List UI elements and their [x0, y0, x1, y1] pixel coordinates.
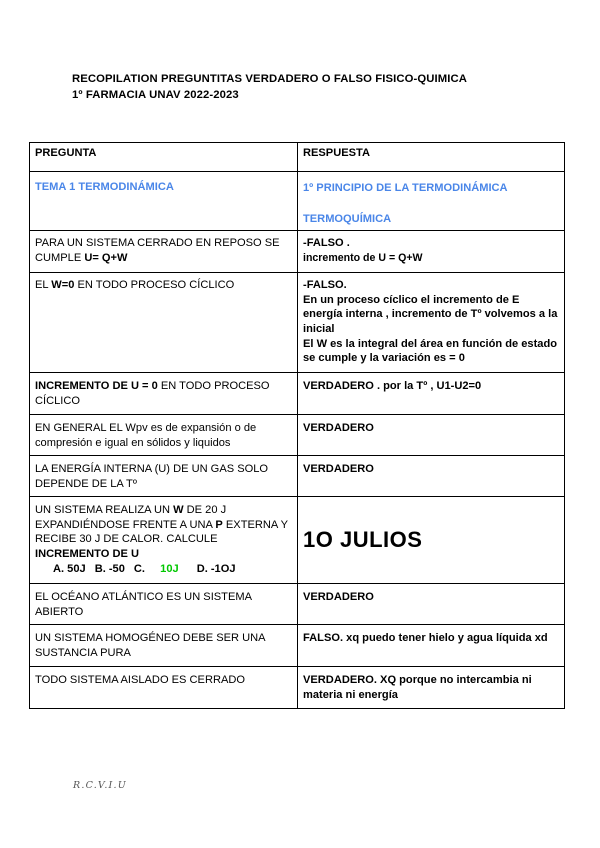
table-row	[30, 273, 565, 373]
answer-cell	[298, 667, 565, 709]
table-row	[30, 584, 565, 625]
topic-subtitle-thermochemistry: TERMOQUÍMICA	[303, 212, 392, 225]
question-term-pressure: P	[215, 518, 223, 531]
answer-cell	[298, 497, 565, 584]
answer-cell	[298, 456, 565, 497]
answer-cell	[298, 231, 565, 273]
option-c	[134, 563, 188, 575]
answer-explanation: incremento de U = Q+W	[303, 251, 423, 264]
table-row	[30, 497, 565, 584]
question-formula: INCREMENTO DE U = 0	[35, 380, 158, 393]
question-text-part: DE 20 J EXPANDIÉNDOSE FRENTE A UNA	[35, 504, 227, 531]
option-b: B. -50	[94, 562, 125, 575]
answer-explanation: En un proceso cíclico el incremento de E energía interna , incremento de Tº volvemos a la inicial	[303, 293, 558, 335]
table-row	[30, 625, 565, 667]
topic-subtitle-principle: 1º PRINCIPIO DE LA TERMODINÁMICA	[303, 182, 508, 194]
table-row	[30, 415, 565, 456]
table-row	[30, 667, 565, 709]
question-text: TODO SISTEMA AISLADO ES CERRADO	[35, 674, 246, 687]
question-cell	[30, 373, 298, 415]
document-subtitle: 1º FARMACIA UNAV 2022-2023	[72, 89, 239, 101]
question-formula: W=0	[51, 279, 75, 292]
table-row	[30, 456, 565, 497]
answer-cell	[298, 373, 565, 415]
answer-cell	[298, 415, 565, 456]
question-cell	[30, 625, 298, 667]
topic-row	[30, 172, 565, 231]
table-row	[30, 231, 565, 273]
question-cell	[30, 497, 298, 584]
question-cell	[30, 273, 298, 373]
question-term-work: W	[173, 504, 184, 517]
question-cell	[30, 667, 298, 709]
answer-cell	[298, 273, 565, 373]
question-term-energy: INCREMENTO DE U	[35, 547, 139, 560]
column-header-answer: RESPUESTA	[298, 143, 565, 172]
answer-verdict: VERDADERO . por la Tº , U1-U2=0	[303, 380, 482, 393]
table-header-row	[30, 143, 565, 172]
question-text: EL OCÉANO ATLÁNTICO ES UN SISTEMA ABIERTO	[35, 591, 252, 618]
question-text: LA ENERGÍA INTERNA (U) DE UN GAS SOLO DEPENDE DE LA Tº	[35, 463, 269, 490]
question-text: EN TODO PROCESO CÍCLICO	[35, 380, 270, 407]
option-c-letter: C.	[133, 562, 145, 575]
answer-verdict: VERDADERO	[303, 422, 374, 435]
table-row	[30, 373, 565, 415]
author-signature: R.C.V.I.U	[73, 780, 127, 791]
column-header-question: PREGUNTA	[30, 143, 298, 172]
option-c-value-correct: 10J	[160, 562, 179, 575]
answer-verdict: FALSO. xq puedo tener hielo y agua líquida xd	[303, 632, 548, 645]
topic-title: TEMA 1 TERMODINÁMICA	[30, 172, 298, 231]
question-text: UN SISTEMA HOMOGÉNEO DEBE SER UNA SUSTANCIA PURA	[35, 632, 265, 659]
question-cell	[30, 415, 298, 456]
topic-subtitles	[298, 172, 565, 231]
answer-verdict: -FALSO.	[303, 279, 347, 292]
question-text: EN GENERAL EL Wpv es de expansión o de compresión e igual en sólidos y liquidos	[35, 422, 257, 449]
answer-result: 1O JULIOS	[303, 526, 423, 552]
question-text-part: UN SISTEMA REALIZA UN	[35, 504, 174, 517]
answer-verdict: VERDADERO	[303, 591, 374, 604]
answer-verdict: VERDADERO. XQ porque no intercambia ni materia ni energía	[303, 674, 532, 701]
answer-cell	[298, 584, 565, 625]
question-cell	[30, 584, 298, 625]
answer-verdict: -FALSO .	[303, 237, 350, 250]
answer-options	[35, 562, 292, 577]
question-text: PARA UN SISTEMA CERRADO EN REPOSO SE CUMPLE	[35, 237, 280, 264]
qa-table	[29, 142, 565, 709]
document-header	[72, 71, 542, 103]
question-text: EL	[35, 279, 52, 292]
question-cell	[30, 231, 298, 273]
answer-verdict: VERDADERO	[303, 463, 374, 476]
option-d: D. -1OJ	[196, 562, 236, 575]
answer-cell	[298, 625, 565, 667]
document-title: RECOPILATION PREGUNTITAS VERDADERO O FALSO FISICO-QUIMICA	[72, 73, 468, 85]
question-cell	[30, 456, 298, 497]
option-a: A. 50J	[53, 562, 86, 575]
question-text-part: EXTERNA Y RECIBE 30 J DE CALOR. CALCULE	[35, 518, 288, 546]
answer-explanation-2: El W es la integral del área en función de estado se cumple y la variación es = 0	[303, 337, 557, 365]
question-text-tail: EN TODO PROCESO CÍCLICO	[74, 279, 235, 292]
question-formula: U= Q+W	[84, 251, 128, 264]
question-text	[35, 503, 292, 561]
